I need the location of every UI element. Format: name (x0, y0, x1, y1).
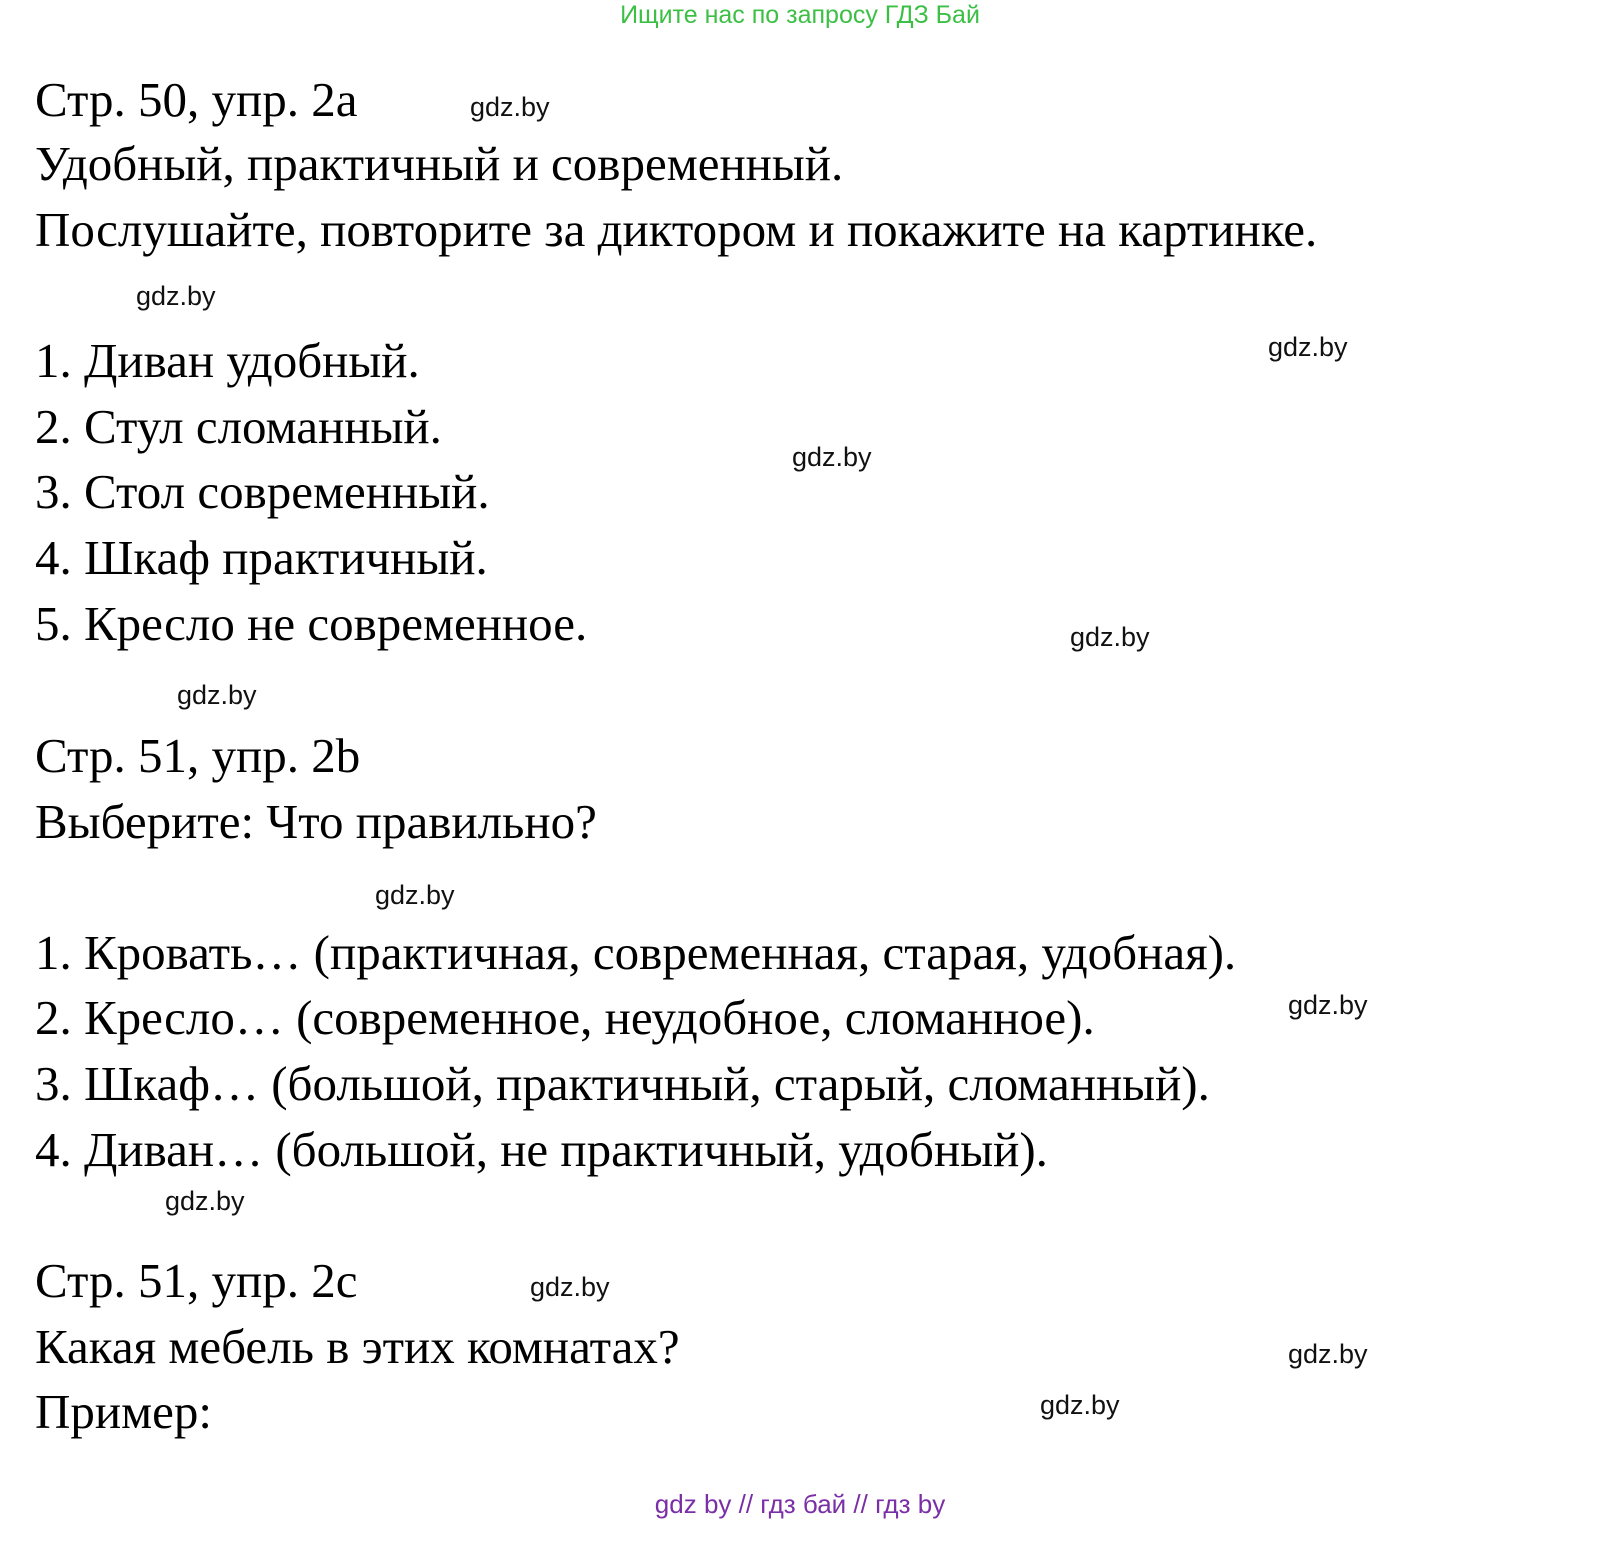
watermark-text: gdz.by (1268, 332, 1348, 362)
list-item: 3. Стол современный. (35, 464, 490, 519)
watermark-text: gdz.by (177, 680, 257, 710)
section-a-subtitle: Удобный, практичный и современный. (35, 136, 844, 191)
watermark-text: gdz.by (470, 92, 550, 122)
watermark-text: gdz.by (1040, 1390, 1120, 1420)
watermark-text: gdz.by (1288, 1339, 1368, 1369)
watermark-text: gdz.by (1070, 622, 1150, 652)
watermark-text: gdz.by (1288, 990, 1368, 1020)
list-item: 2. Стул сломанный. (35, 399, 442, 454)
watermark-text: gdz.by (136, 281, 216, 311)
section-c-heading: Стр. 51, упр. 2с (35, 1253, 358, 1308)
footer-watermark: gdz by // гдз бай // гдз by (654, 1489, 946, 1519)
section-a-heading: Стр. 50, упр. 2а (35, 72, 358, 127)
watermark-text: gdz.by (375, 880, 455, 910)
list-item: 1. Кровать… (практичная, современная, старая, удобная). (35, 925, 1237, 980)
section-c-instruction: Какая мебель в этих комнатах? (35, 1319, 680, 1374)
search-banner: Ищите нас по запросу ГДЗ Бай (620, 1, 980, 29)
section-b-instruction: Выберите: Что правильно? (35, 794, 597, 849)
watermark-text: gdz.by (165, 1186, 245, 1216)
list-item: 5. Кресло не современное. (35, 596, 588, 651)
watermark-text: gdz.by (530, 1272, 610, 1302)
list-item: 1. Диван удобный. (35, 333, 420, 388)
section-c-example-label: Пример: (35, 1384, 212, 1439)
section-b-heading: Стр. 51, упр. 2b (35, 728, 361, 783)
list-item: 4. Шкаф практичный. (35, 530, 488, 585)
list-item: 4. Диван… (большой, не практичный, удобный). (35, 1122, 1048, 1177)
section-a-instruction: Послушайте, повторите за диктором и покажите на картинке. (35, 202, 1318, 257)
list-item: 3. Шкаф… (большой, практичный, старый, сломанный). (35, 1056, 1210, 1111)
list-item: 2. Кресло… (современное, неудобное, сломанное). (35, 990, 1095, 1045)
watermark-text: gdz.by (792, 442, 872, 472)
